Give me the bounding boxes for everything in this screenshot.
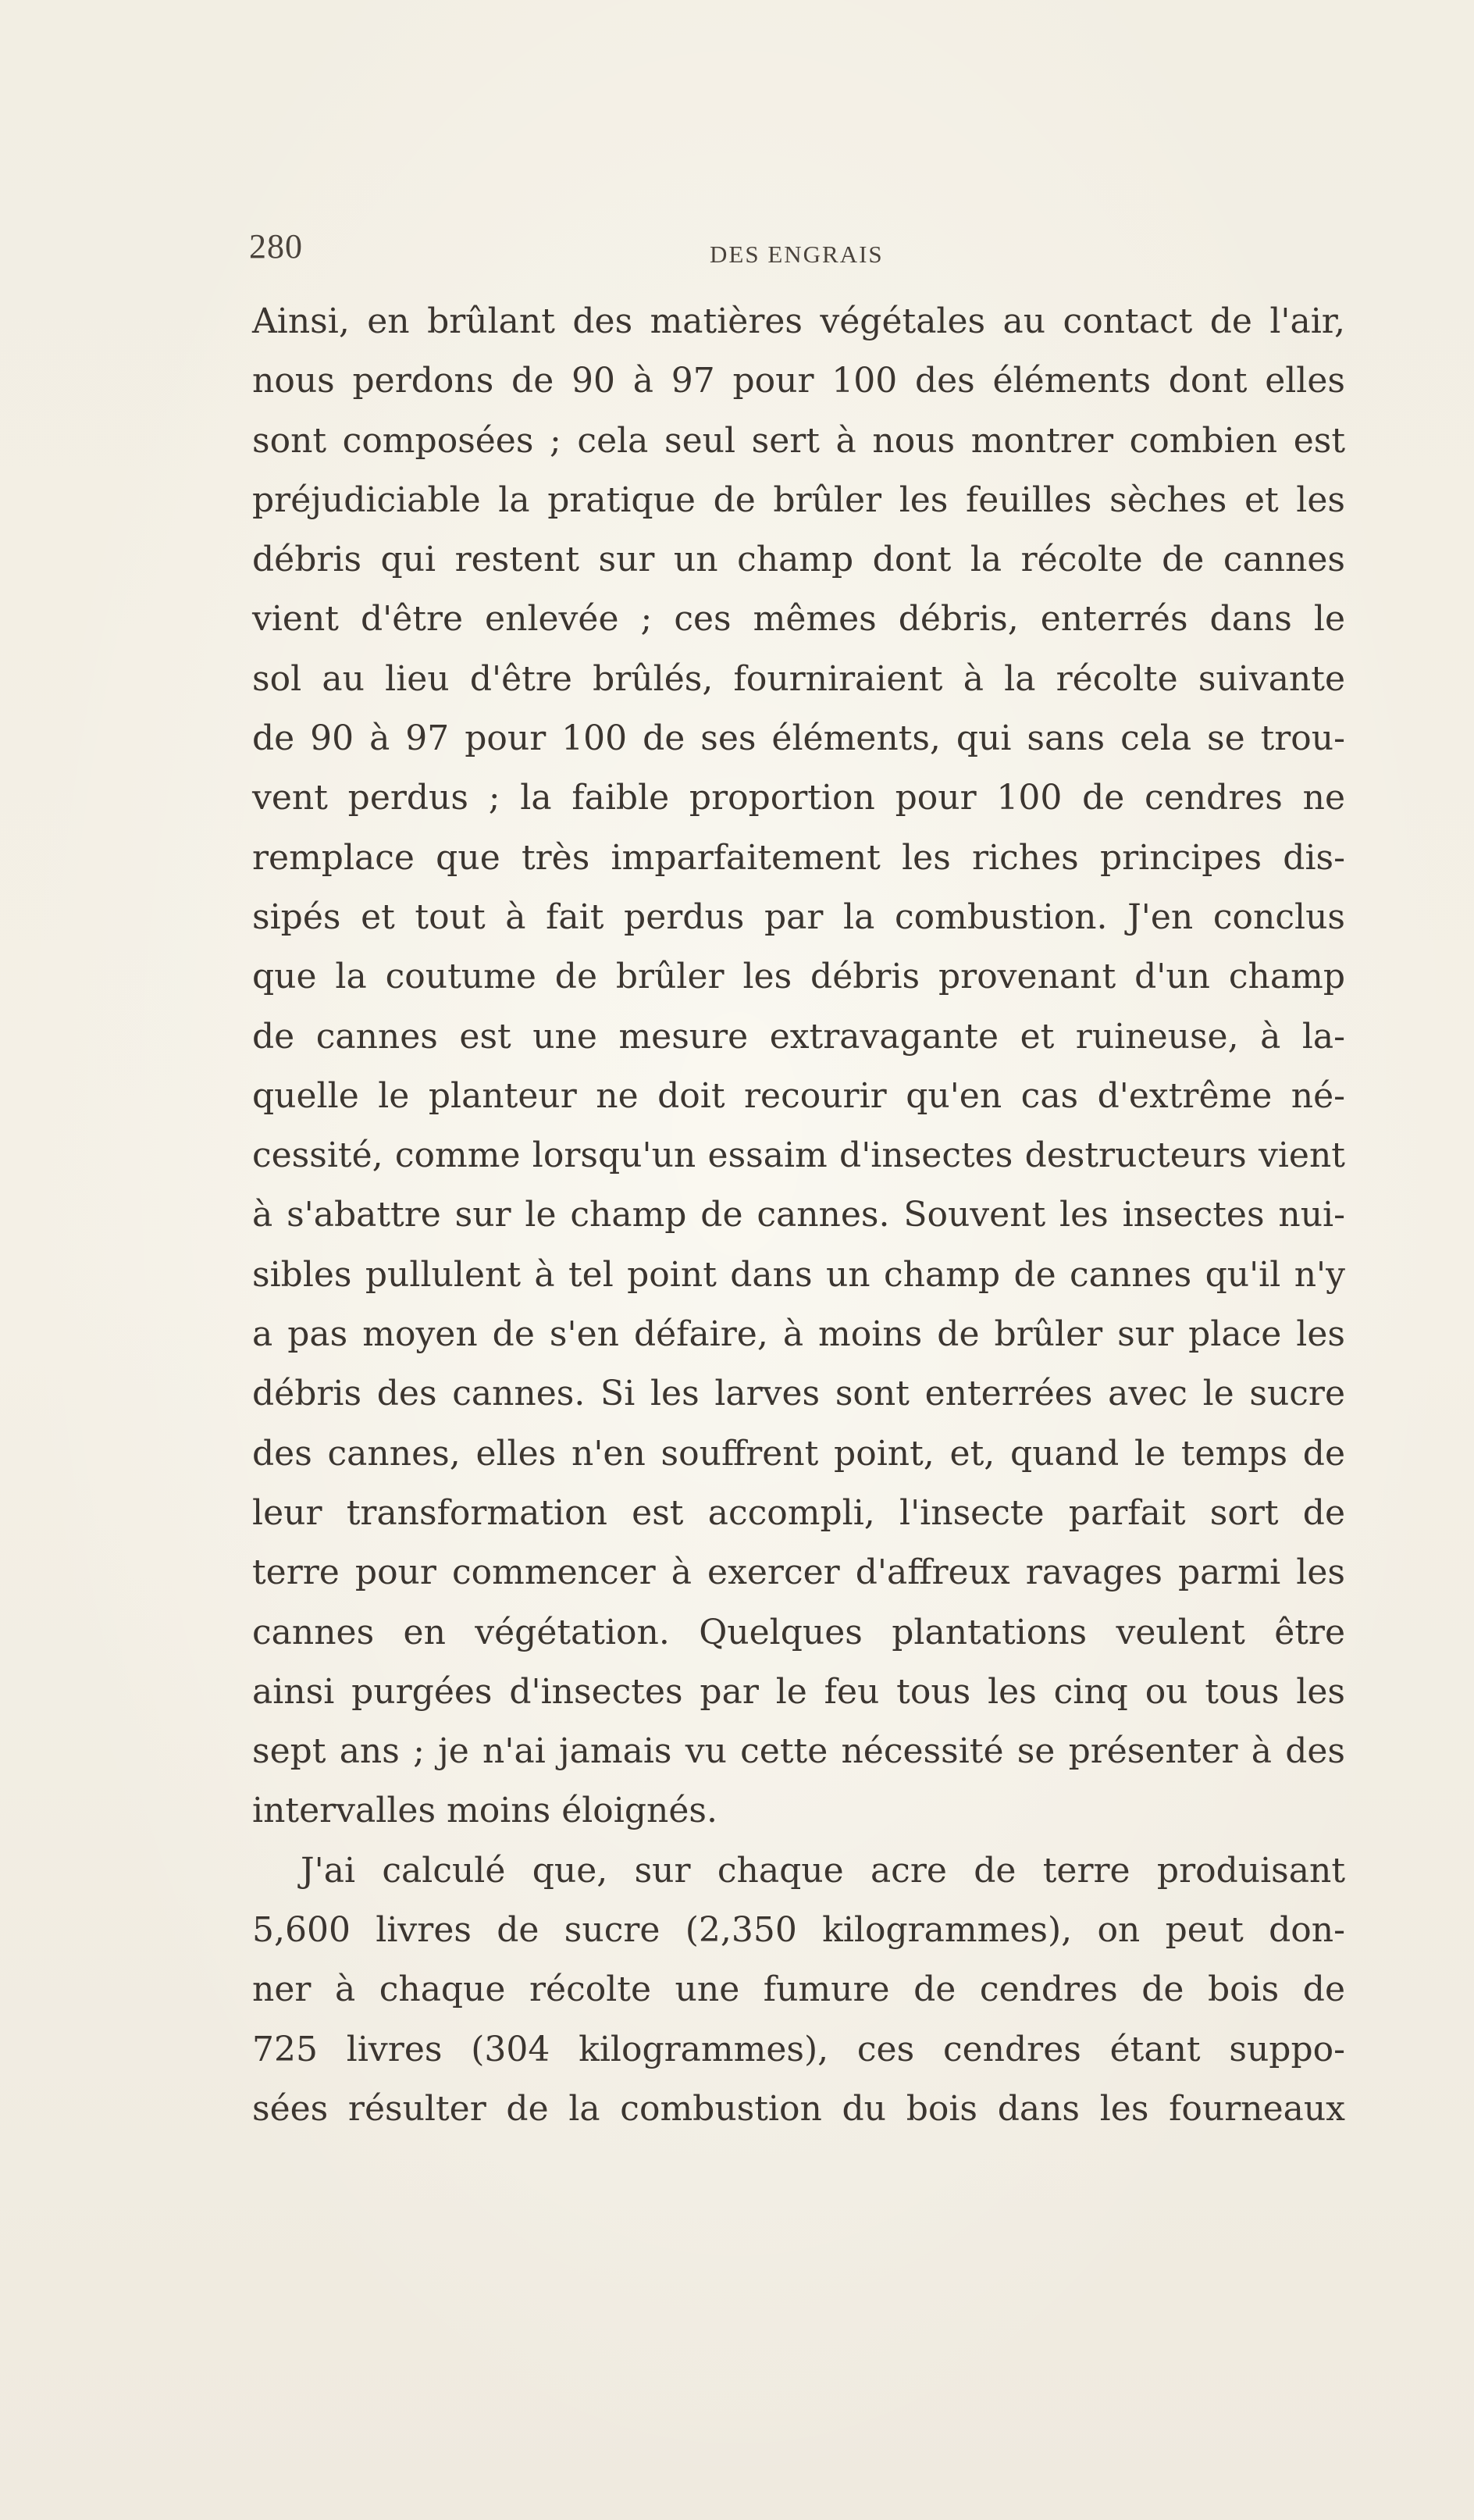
text-line: sées résulter de la combustion du bois dans les fourneaux (252, 2088, 1345, 2129)
paragraph (252, 1841, 1345, 2139)
text-block (249, 226, 1345, 2139)
text-line: sont composées ; cela seul sert à nous montrer combien est (252, 420, 1345, 461)
text-line: leur transformation est accompli, l'insecte parfait sort de (252, 1492, 1345, 1533)
text-line: a pas moyen de s'en défaire, à moins de brûler sur place les (252, 1314, 1345, 1355)
running-head (249, 226, 1345, 289)
text-line: vent perdus ; la faible proportion pour 100 de cendres ne (252, 778, 1345, 818)
text-line: Ainsi, en brûlant des matières végétales au contact de l'air, (252, 301, 1345, 341)
text-line: de 90 à 97 pour 100 de ses éléments, qui sans cela se trou- (252, 718, 1345, 759)
text-line: ainsi purgées d'insectes par le feu tous les cinq ou tous les (252, 1671, 1345, 1712)
text-line: J'ai calculé que, sur chaque acre de terre produisant (301, 1850, 1345, 1891)
page-number: 280 (249, 227, 303, 266)
text-line: cessité, comme lorsqu'un essaim d'insectes destructeurs vient (252, 1135, 1345, 1176)
text-line: de cannes est une mesure extravagante et ruineuse, à la- (252, 1016, 1345, 1057)
text-line: sipés et tout à fait perdus par la combustion. J'en conclus (252, 896, 1345, 937)
text-line: débris des cannes. Si les larves sont enterrées avec le sucre (252, 1374, 1345, 1414)
text-line: remplace que très imparfaitement les riches principes dis- (252, 837, 1345, 878)
text-line: terre pour commencer à exercer d'affreux ravages parmi les (252, 1552, 1345, 1593)
text-line: sept ans ; je n'ai jamais vu cette nécessité se présenter à des (252, 1731, 1345, 1772)
text-line: préjudiciable la pratique de brûler les feuilles sèches et les (252, 479, 1345, 520)
text-line: nous perdons de 90 à 97 pour 100 des éléments dont elles (252, 361, 1345, 401)
running-title: DES ENGRAIS (710, 241, 884, 268)
text-line: sibles pullulent à tel point dans un champ de cannes qu'il n'y (252, 1254, 1345, 1295)
text-line: intervalles moins éloignés. (252, 1791, 717, 1831)
text-line: à s'abattre sur le champ de cannes. Souvent les insectes nui- (252, 1195, 1345, 1235)
text-line: que la coutume de brûler les débris provenant d'un champ (252, 957, 1345, 997)
text-line: vient d'être enlevée ; ces mêmes débris, enterrés dans le (252, 599, 1345, 640)
text-line: des cannes, elles n'en souffrent point, et, quand le temps de (252, 1433, 1345, 1474)
text-line: 5,600 livres de sucre (2,350 kilogrammes), on peut don- (252, 1910, 1345, 1951)
text-line: sol au lieu d'être brûlés, fourniraient à la récolte suivante (252, 658, 1345, 699)
text-line: quelle le planteur ne doit recourir qu'en cas d'extrême né- (252, 1075, 1345, 1116)
text-line: 725 livres (304 kilogrammes), ces cendres étant suppo- (252, 2029, 1345, 2069)
paragraph (252, 292, 1345, 1841)
text-line: ner à chaque récolte une fumure de cendres de bois de (252, 1969, 1345, 2010)
text-line: débris qui restent sur un champ dont la récolte de cannes (252, 540, 1345, 580)
text-line: cannes en végétation. Quelques plantations veulent être (252, 1612, 1345, 1652)
